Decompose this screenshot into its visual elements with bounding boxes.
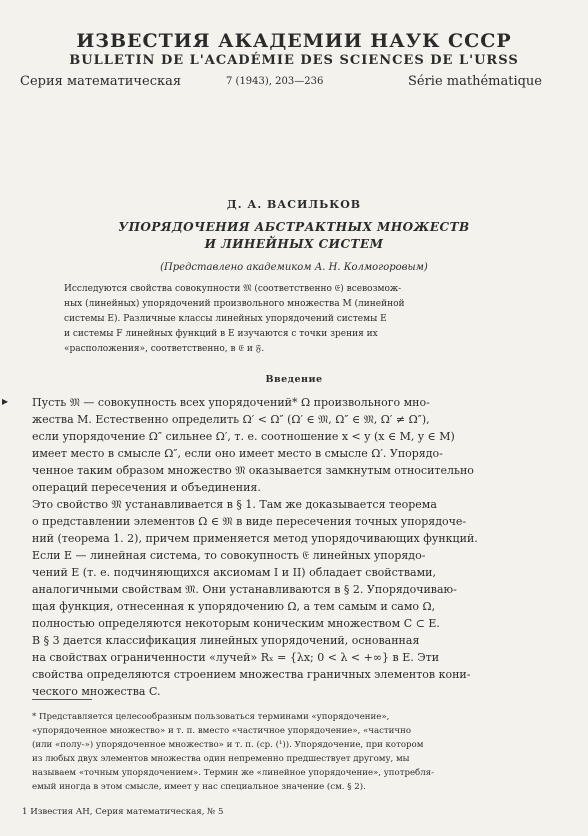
journal-title-ru: ИЗВЕСТИЯ АКАДЕМИИ НАУК СССР (76, 30, 512, 52)
footnote-line: (или «полу-») упорядоченное множество» и т. п. (ср. (¹)). Упорядочение, при котором (32, 740, 424, 750)
body-line: ченное таким образом множество 𝔐 оказывается замкнутым относительно (32, 464, 474, 477)
body-text (32, 394, 556, 700)
body-line: имеет место в смысле Ω″, если оно имеет место в смысле Ω′. Упорядо- (32, 447, 443, 460)
footnote-line: называем «точным упорядочением». Термин же «линейное упорядочение», употребля- (32, 768, 435, 778)
journal-title-fr: BULLETIN DE L'ACADÉMIE DES SCIENCES DE L'URSS (69, 53, 519, 68)
body-line: В § 3 дается классификация линейных упорядочений, основанная (32, 634, 420, 647)
footnote-line: из любых двух элементов множества один непременно предшествует другому, мы (32, 754, 410, 764)
body-line: ческого множества C. (32, 685, 161, 698)
body-line: щая функция, отнесенная к упорядочению Ω, а тем самым и само Ω, (32, 600, 436, 613)
body-line: ний (теорема 1. 2), причем применяется метод упорядочивающих функций. (32, 532, 478, 545)
body-line: чений E (т. е. подчиняющихся аксиомам I и II) обладает свойствами, (32, 566, 436, 579)
abstract (64, 282, 518, 357)
author: Д. А. ВАСИЛЬКОВ (226, 198, 362, 211)
body-line: полностью определяются некоторым коническим множеством C ⊂ E. (32, 617, 440, 630)
page-footer: 1 Известия АН, Серия математическая, № 5 (22, 807, 224, 817)
presented-by: (Представлено академиком А. Н. Колмогоровым) (160, 262, 428, 273)
body-line: аналогичными свойствам 𝔐. Они устанавливаются в § 2. Упорядочиваю- (32, 583, 457, 596)
body-line: Если E — линейная система, то совокупность 𝔈 линейных упорядо- (32, 549, 426, 562)
section-heading: Введение (265, 374, 323, 385)
body-line: о представлении элементов Ω ∈ 𝔐 в виде пересечения точных упорядоче- (32, 515, 467, 528)
series-ru: Серия математическая (20, 74, 182, 89)
abstract-line: и системы F линейных функций в E изучаются с точки зрения их (64, 329, 378, 339)
body-line: операций пересечения и объединения. (32, 481, 261, 494)
abstract-line: системы E). Различные классы линейных упорядочений системы E (64, 314, 387, 324)
article-title-line-1: УПОРЯДОЧЕНИЯ АБСТРАКТНЫХ МНОЖЕСТВ (118, 220, 470, 234)
margin-mark-icon: ▸ (2, 394, 9, 408)
body-line: Это свойство 𝔐 устанавливается в § 1. Там же доказывается теорема (32, 498, 437, 511)
body-line: на свойствах ограниченности «лучей» Rₓ = {λx; 0 < λ < +∞} в E. Эти (32, 651, 440, 664)
abstract-line: ных (линейных) упорядочений произвольного множества M (линейной (64, 299, 405, 309)
series-fr: Série mathématique (407, 74, 542, 89)
footnote (32, 710, 556, 794)
footnote-line: «упорядоченное множество» и т. п. вместо «частичное упорядочение», «частично (32, 726, 411, 736)
issue-reference: 7 (1943), 203—236 (226, 76, 324, 87)
body-line: если упорядочение Ω″ сильнее Ω′, т. е. соотношение x < y (x ∈ M, y ∈ M) (32, 430, 455, 443)
body-line: свойства определяются строением множества граничных элементов кони- (32, 668, 471, 681)
footnote-divider (32, 699, 92, 700)
footnote-line: емый иногда в этом смысле, имеет у нас специальное значение (см. § 2). (32, 782, 366, 792)
footnote-line: * Представляется целесообразным пользоваться терминами «упорядочение», (32, 712, 390, 722)
article-title-line-2: И ЛИНЕЙНЫХ СИСТЕМ (204, 237, 384, 251)
body-line: жества M. Естественно определить Ω′ < Ω″ (Ω′ ∈ 𝔐, Ω″ ∈ 𝔐, Ω′ ≠ Ω″), (32, 413, 430, 426)
abstract-line: «расположения», соответственно, в 𝔈 и 𝔉. (64, 344, 265, 354)
body-line: Пусть 𝔐 — совокупность всех упорядочений* Ω произвольного мно- (32, 396, 430, 409)
abstract-line: Исследуются свойства совокупности 𝔐 (соответственно 𝔈) всевозмож- (64, 284, 402, 294)
